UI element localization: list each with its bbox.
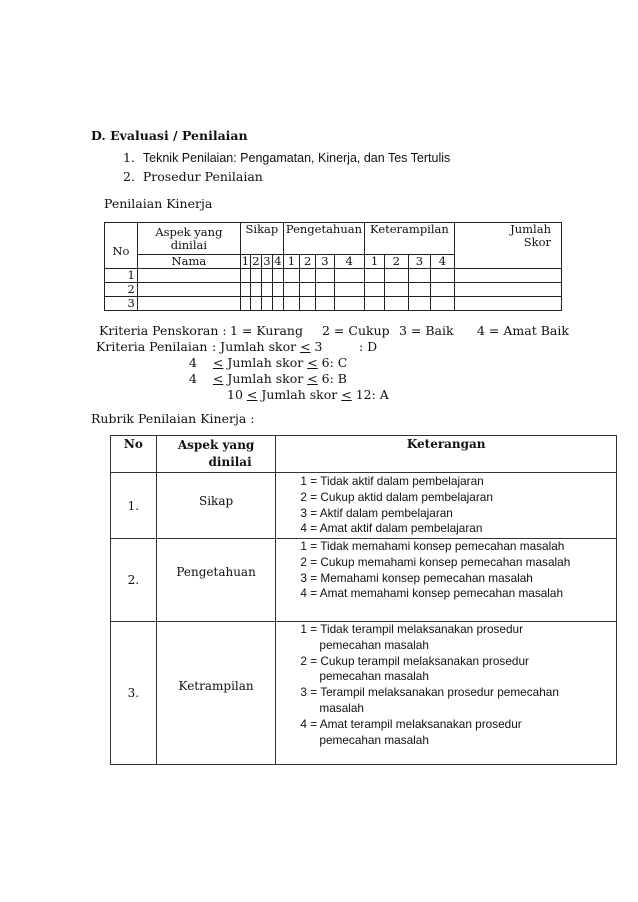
lte-symbol: < xyxy=(307,355,318,370)
list-number: 2. xyxy=(123,169,135,184)
score-col-header: 2 xyxy=(300,255,316,269)
jumlah-line2: Skor xyxy=(523,235,551,249)
penilaian-line-2 xyxy=(189,355,347,370)
penilaian-line-3 xyxy=(189,371,347,386)
table-row xyxy=(105,297,562,311)
table-row xyxy=(111,473,617,539)
score-col-header: 4 xyxy=(274,254,282,268)
criteria-line-continued: masalah xyxy=(319,700,364,715)
list-item xyxy=(123,169,263,184)
aspek-header-line1: Aspek yang xyxy=(177,438,255,452)
criteria-value: 10 xyxy=(227,387,243,402)
rubrik-header-no: No xyxy=(111,436,157,473)
table-row xyxy=(105,283,562,297)
kriteria-label: Kriteria Penskoran : xyxy=(99,323,227,338)
penilaian-line-4 xyxy=(227,387,389,402)
rubrik-aspek: Sikap xyxy=(156,473,276,539)
criteria-line: 2 = Cukup aktid dalam pembelajaran xyxy=(300,489,493,504)
criteria-text: Jumlah skor xyxy=(227,355,304,370)
lte-symbol: < xyxy=(212,355,224,370)
criteria-line: 2 = Cukup memahami konsep pemecahan masalah xyxy=(300,554,571,569)
col-header-pengetahuan: Pengetahuan xyxy=(283,223,364,255)
rubrik-no: 3. xyxy=(111,622,157,765)
lte-symbol: < xyxy=(212,371,224,386)
criteria-line-continued: pemecahan masalah xyxy=(319,669,429,684)
row-number: 2 xyxy=(105,283,138,297)
criteria-line: 2 = Cukup terampil melaksanakan prosedur xyxy=(300,653,529,668)
criteria-value: 3 xyxy=(314,339,323,354)
criteria-value: 4 xyxy=(189,371,197,386)
aspek-header-line2: dinilai xyxy=(208,455,252,469)
score-col-header: 4 xyxy=(430,255,454,269)
score-2: 2 = Cukup xyxy=(322,323,390,338)
col-header-no: No xyxy=(105,223,138,269)
rubrik-no: 2. xyxy=(111,539,157,622)
rubrik-title: Rubrik Penilaian Kinerja : xyxy=(91,411,255,426)
score-1: 1 = Kurang xyxy=(230,323,303,338)
criteria-value: 4 xyxy=(189,355,197,370)
score-col-header: 1 xyxy=(365,255,385,269)
col-header-keterampilan: Keterampilan xyxy=(365,223,455,255)
grade-d: : D xyxy=(359,339,378,354)
score-col-header: 1 xyxy=(241,254,250,268)
score-col-header: 3 xyxy=(263,254,271,268)
score-col-header: 4 xyxy=(334,255,364,269)
list-item xyxy=(123,150,450,165)
criteria-line: 1 = Tidak aktif dalam pembelajaran xyxy=(300,474,484,488)
score-col-header: 1 xyxy=(283,255,299,269)
row-number: 3 xyxy=(105,297,138,311)
lte-symbol: < xyxy=(307,371,318,386)
score-col-header: 2 xyxy=(384,255,408,269)
col-header-nama: Nama xyxy=(137,255,240,269)
kinerja-table xyxy=(104,222,562,311)
col-header-jumlah xyxy=(454,223,561,269)
lte-symbol: < xyxy=(300,339,311,354)
criteria-line: 4 = Amat aktif dalam pembelajaran xyxy=(300,521,483,536)
criteria-line-continued: pemecahan masalah xyxy=(319,637,429,652)
rubrik-table xyxy=(110,435,617,765)
criteria-text: Jumlah skor xyxy=(227,371,304,386)
list-text: Teknik Penilaian: Pengamatan, Kinerja, dan Tes Tertulis xyxy=(142,151,451,165)
criteria-text: Jumlah skor xyxy=(261,387,338,402)
rubrik-header-aspek xyxy=(156,436,276,473)
rubrik-keterangan xyxy=(276,622,617,765)
table-row xyxy=(111,539,617,622)
table-row xyxy=(111,622,617,765)
criteria-line: 4 = Amat memahami konsep pemecahan masalah xyxy=(300,586,564,601)
rubrik-keterangan xyxy=(276,473,617,539)
col-header-sikap: Sikap xyxy=(240,223,283,255)
criteria-value: 6: B xyxy=(321,371,347,386)
criteria-line-continued: pemecahan masalah xyxy=(319,732,429,747)
col-header-aspek: Aspek yang dinilai xyxy=(137,223,240,255)
criteria-line: 1 = Tidak memahami konsep pemecahan masalah xyxy=(300,539,565,553)
lte-symbol: < xyxy=(341,387,352,402)
score-col-header: 3 xyxy=(316,255,334,269)
criteria-line: 3 = Aktif dalam pembelajaran xyxy=(300,505,453,520)
list-text: Prosedur Penilaian xyxy=(142,169,263,184)
score-4: 4 = Amat Baik xyxy=(477,323,569,338)
lte-symbol: < xyxy=(246,387,258,402)
kinerja-title: Penilaian Kinerja xyxy=(104,196,213,211)
rubrik-no: 1. xyxy=(111,473,157,539)
criteria-value: 12: A xyxy=(355,387,389,402)
criteria-line: 3 = Memahami konsep pemecahan masalah xyxy=(300,570,533,585)
row-number: 1 xyxy=(105,269,138,283)
rubrik-aspek: Pengetahuan xyxy=(156,539,276,622)
criteria-line: 4 = Amat terampil melaksanakan prosedur xyxy=(300,716,522,731)
criteria-line: 3 = Terampil melaksanakan prosedur pemecahan xyxy=(300,685,559,700)
jumlah-line1: Jumlah xyxy=(510,222,551,236)
rubrik-aspek: Ketrampilan xyxy=(156,622,276,765)
penilaian-label: Kriteria Penilaian xyxy=(96,339,208,354)
table-row xyxy=(105,269,562,283)
criteria-text: : Jumlah skor xyxy=(212,339,297,354)
score-col-header: 3 xyxy=(408,255,430,269)
rubrik-keterangan xyxy=(276,539,617,622)
list-number: 1. xyxy=(123,150,135,165)
penilaian-line-1 xyxy=(212,339,322,354)
criteria-line: 1 = Tidak terampil melaksanakan prosedur xyxy=(300,622,524,636)
score-col-header: 2 xyxy=(252,254,260,268)
criteria-value: 6: C xyxy=(321,355,348,370)
rubrik-header-keterangan: Keterangan xyxy=(276,436,617,473)
section-heading: D. Evaluasi / Penilaian xyxy=(91,128,248,143)
score-3: 3 = Baik xyxy=(399,323,454,338)
